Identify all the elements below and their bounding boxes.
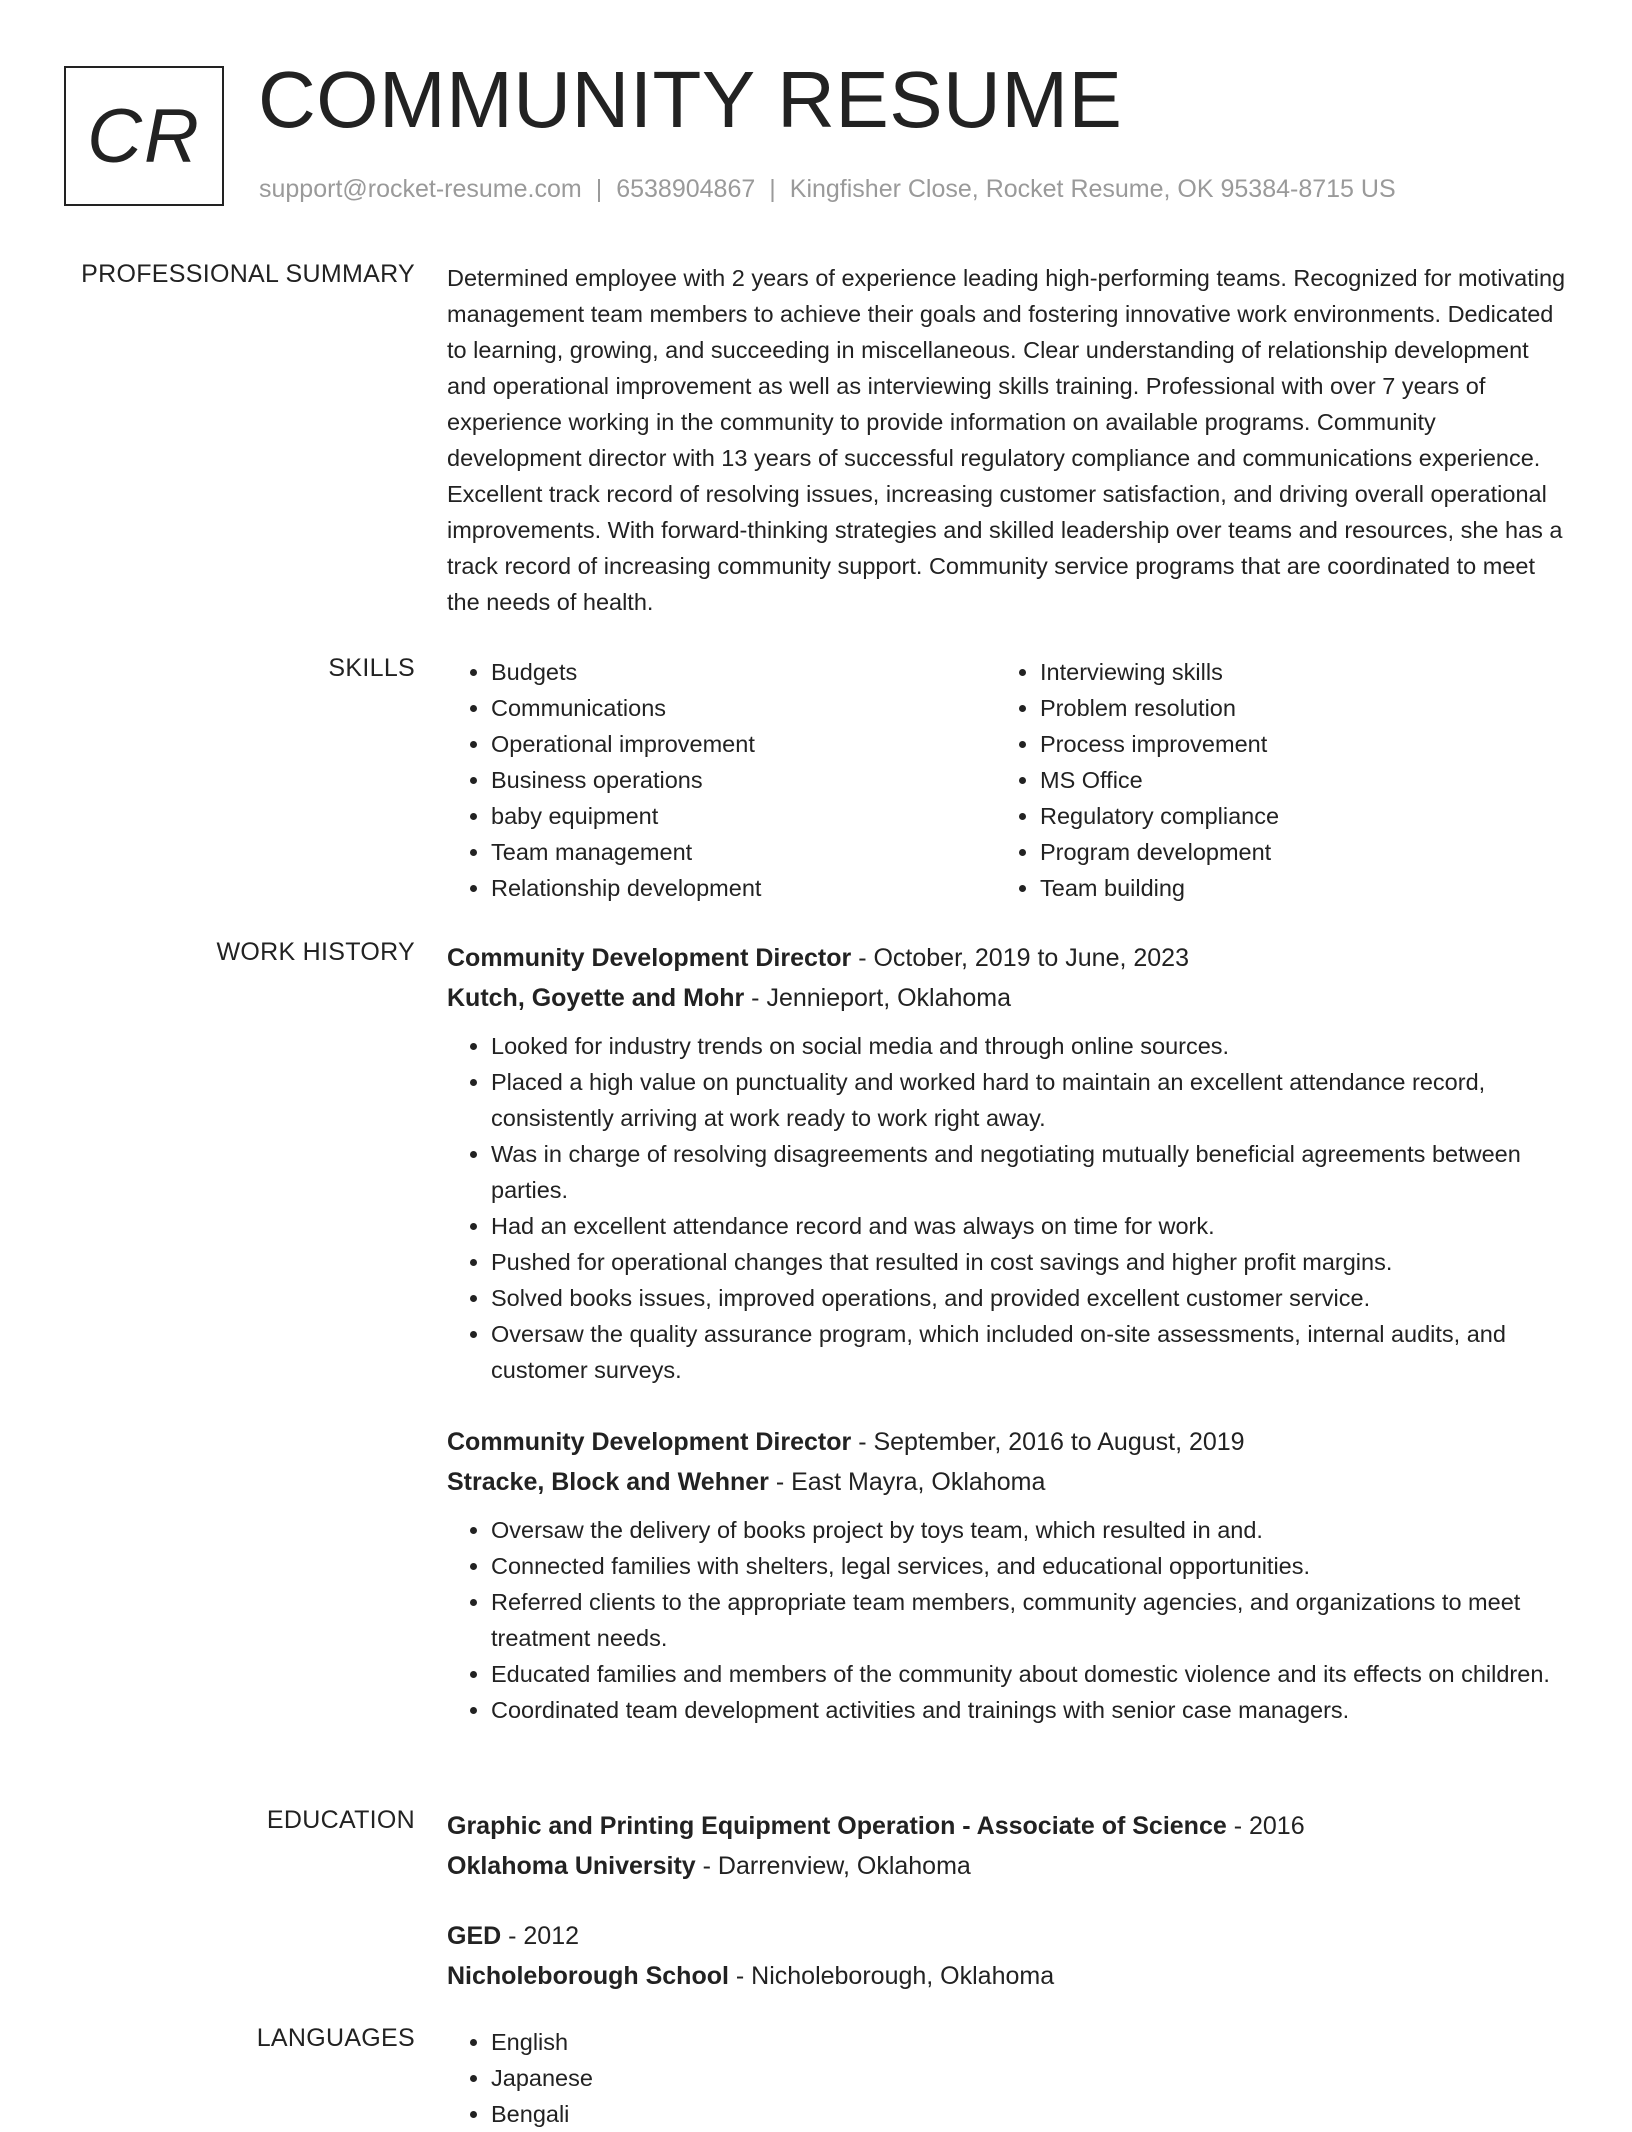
job-company-line bbox=[447, 978, 1567, 1018]
contact-address: Kingfisher Close, Rocket Resume, OK 95384-8715 US bbox=[789, 175, 1396, 203]
skill-item: • Budgets bbox=[491, 654, 996, 690]
skill-item: • Regulatory compliance bbox=[1040, 798, 1545, 834]
education-degree: Graphic and Printing Equipment Operation - Associate of Science bbox=[447, 1812, 1227, 1840]
job-location: - East Mayra, Oklahoma bbox=[768, 1468, 1046, 1496]
work-body bbox=[447, 938, 1567, 1762]
job-bullet: • Oversaw the quality assurance program, which included on-site assessments, internal audits, and customer surveys. bbox=[491, 1316, 1567, 1388]
skill-item: • Process improvement bbox=[1040, 726, 1545, 762]
skill-item: • MS Office bbox=[1040, 762, 1545, 798]
section-label-skills: SKILLS bbox=[328, 654, 415, 682]
job-bullet: • Looked for industry trends on social media and through online sources. bbox=[491, 1028, 1567, 1064]
job-bullet: • Referred clients to the appropriate team members, community agencies, and organizations to meet treatment needs. bbox=[491, 1584, 1567, 1656]
job-entry bbox=[447, 1422, 1567, 1728]
skills-list-left bbox=[447, 654, 996, 906]
job-bullet: • Coordinated team development activities and trainings with senior case managers. bbox=[491, 1692, 1567, 1728]
section-label-languages: LANGUAGES bbox=[256, 2024, 415, 2052]
job-bullet: • Oversaw the delivery of books project by toys team, which resulted in and. bbox=[491, 1512, 1567, 1548]
job-location: - Jennieport, Oklahoma bbox=[744, 984, 1012, 1012]
skill-item: • Operational improvement bbox=[491, 726, 996, 762]
job-dates: - September, 2016 to August, 2019 bbox=[851, 1428, 1245, 1456]
job-title-line bbox=[447, 938, 1567, 978]
education-degree-line bbox=[447, 1916, 1567, 1956]
monogram-box bbox=[64, 66, 224, 206]
contact-phone: 6538904867 bbox=[616, 175, 756, 203]
job-company: Kutch, Goyette and Mohr bbox=[447, 984, 745, 1012]
section-label-education: EDUCATION bbox=[266, 1806, 415, 1834]
job-title-line bbox=[447, 1422, 1567, 1462]
skills-column-right bbox=[996, 654, 1545, 906]
skill-item: • Program development bbox=[1040, 834, 1545, 870]
education-school-line bbox=[447, 1956, 1567, 1996]
education-degree-line bbox=[447, 1806, 1567, 1846]
education-entry bbox=[447, 1806, 1567, 1886]
job-company-line bbox=[447, 1462, 1567, 1502]
job-bullets bbox=[447, 1028, 1567, 1388]
contact-separator: | bbox=[595, 175, 603, 203]
job-title: Community Development Director bbox=[447, 944, 852, 972]
education-location: - Darrenview, Oklahoma bbox=[695, 1852, 971, 1880]
skills-column-left bbox=[447, 654, 996, 906]
job-bullet: • Connected families with shelters, legal services, and educational opportunities. bbox=[491, 1548, 1567, 1584]
job-title: Community Development Director bbox=[447, 1428, 852, 1456]
education-degree: GED bbox=[447, 1922, 502, 1950]
skill-item: • Team building bbox=[1040, 870, 1545, 906]
education-year: - 2016 bbox=[1226, 1812, 1305, 1840]
education-school-line bbox=[447, 1846, 1567, 1886]
job-bullet: • Educated families and members of the community about domestic violence and its effects on children. bbox=[491, 1656, 1567, 1692]
skills-list-right bbox=[996, 654, 1545, 906]
skill-item: • Interviewing skills bbox=[1040, 654, 1545, 690]
skills-grid bbox=[447, 654, 1567, 906]
skill-item: • Problem resolution bbox=[1040, 690, 1545, 726]
language-item: • Bengali bbox=[491, 2096, 1567, 2132]
job-bullet: • Solved books issues, improved operations, and provided excellent customer service. bbox=[491, 1280, 1567, 1316]
education-location: - Nicholeborough, Oklahoma bbox=[728, 1962, 1055, 1990]
skill-item: • baby equipment bbox=[491, 798, 996, 834]
section-label-work: WORK HISTORY bbox=[216, 938, 415, 966]
job-bullet: • Pushed for operational changes that resulted in cost savings and higher profit margins. bbox=[491, 1244, 1567, 1280]
job-bullets bbox=[447, 1512, 1567, 1728]
skills-body bbox=[447, 654, 1567, 906]
monogram-initials: CR bbox=[87, 93, 201, 179]
contact-line bbox=[259, 175, 1396, 204]
education-school: Nicholeborough School bbox=[447, 1962, 729, 1990]
job-bullet: • Placed a high value on punctuality and worked hard to maintain an excellent attendance record, consistently arriving at work ready to work right away. bbox=[491, 1064, 1567, 1136]
summary-body bbox=[447, 260, 1567, 620]
job-bullet: • Was in charge of resolving disagreements and negotiating mutually beneficial agreements between parties. bbox=[491, 1136, 1567, 1208]
language-item: • Japanese bbox=[491, 2060, 1567, 2096]
language-item: • English bbox=[491, 2024, 1567, 2060]
job-entry bbox=[447, 938, 1567, 1388]
education-year: - 2012 bbox=[501, 1922, 580, 1950]
education-school: Oklahoma University bbox=[447, 1852, 696, 1880]
resume-name: COMMUNITY RESUME bbox=[258, 55, 1123, 144]
section-label-summary: PROFESSIONAL SUMMARY bbox=[81, 260, 415, 288]
job-dates: - October, 2019 to June, 2023 bbox=[851, 944, 1189, 972]
contact-email: support@rocket-resume.com bbox=[259, 175, 582, 203]
skill-item: • Communications bbox=[491, 690, 996, 726]
job-bullet: • Had an excellent attendance record and was always on time for work. bbox=[491, 1208, 1567, 1244]
languages-body bbox=[447, 2024, 1567, 2132]
education-entry bbox=[447, 1916, 1567, 1996]
skill-item: • Relationship development bbox=[491, 870, 996, 906]
skill-item: • Team management bbox=[491, 834, 996, 870]
contact-separator: | bbox=[769, 175, 776, 203]
education-body bbox=[447, 1806, 1567, 2026]
job-company: Stracke, Block and Wehner bbox=[447, 1468, 769, 1496]
languages-list bbox=[447, 2024, 1567, 2132]
summary-text: Determined employee with 2 years of experience leading high-performing teams. Recognized for motivating management team members to achieve their goals and fostering innovative work environments. Dedicated to learning, growing, and succeeding in miscellaneous. Clear understanding of relationship development and operational improvement as well as interviewing skills training. Professional with over 7 years of experience working in the community to provide information on available programs. Community development director with 13 years of successful regulatory compliance and communications experience. Excellent track record of resolving issues, increasing customer satisfaction, and driving overall operational improvements. With forward-thinking strategies and skilled leadership over teams and resources, she has a track record of increasing community support. Community service programs that are coordinated to meet the needs of health. bbox=[447, 265, 1566, 615]
skill-item: • Business operations bbox=[491, 762, 996, 798]
